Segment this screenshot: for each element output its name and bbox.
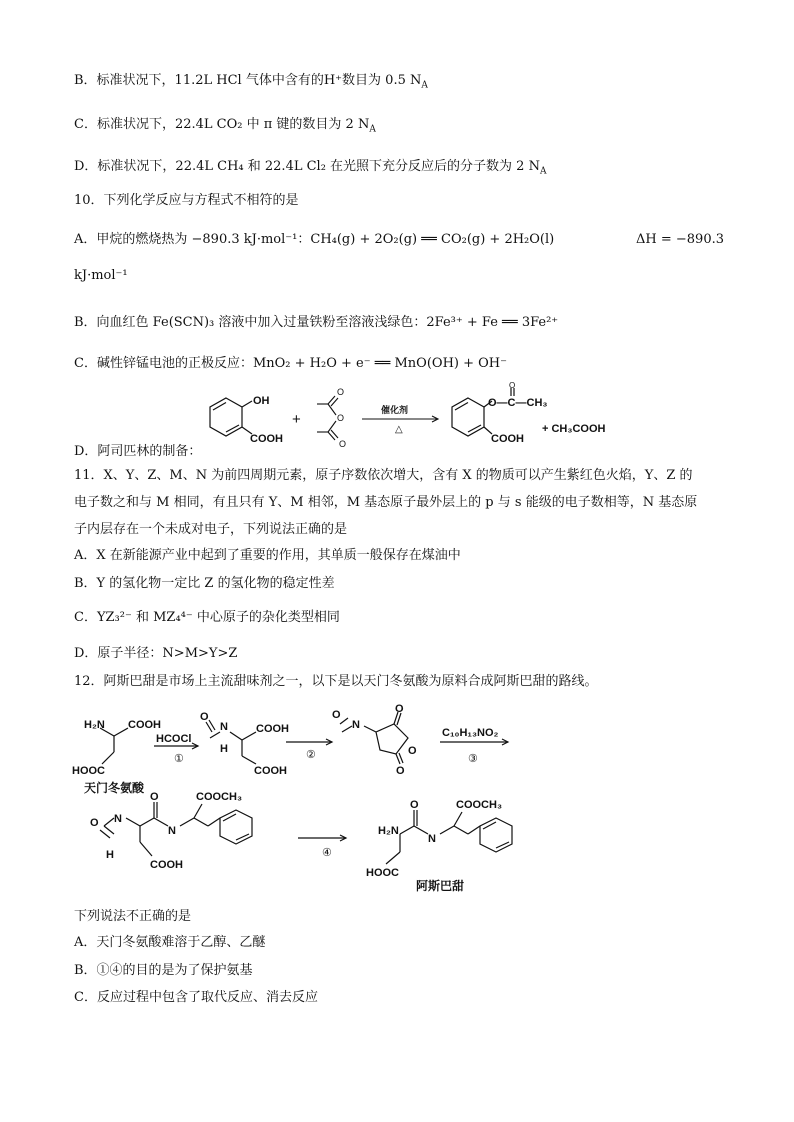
- formyl-aspartic-acid-structure: [206, 720, 256, 764]
- q9-option-b: [74, 72, 428, 95]
- anhydride-o-formyl: O: [332, 709, 341, 721]
- formyl-cooh-label: COOH: [256, 723, 289, 735]
- aspartame-ester-label: COOCH₃: [456, 799, 503, 811]
- step4-label: ④: [322, 847, 332, 859]
- salicylic-acid-structure: [210, 398, 252, 436]
- q10-option-d: D．阿司匹林的制备：: [74, 444, 202, 459]
- protected-amide-n: N: [168, 825, 176, 837]
- q10-option-b: B．向血红色 Fe(SCN)₃ 溶液中加入过量铁粉至溶液浅绿色：2Fe³⁺ + Fe ══ 3Fe²⁺: [74, 315, 559, 330]
- aspartic-acid-structure: [100, 728, 128, 764]
- q10-option-a: A．甲烷的燃烧热为 −890.3 kJ·mol⁻¹：CH₄(g) + 2O₂(g) ══ CO₂(g) + 2H₂O(l): [74, 232, 555, 247]
- formyl-n-label: N: [220, 721, 228, 733]
- formyl-aspartic-anhydride-structure: [340, 712, 408, 764]
- q10-option-a-delta-h: ΔH = −890.3: [636, 232, 724, 247]
- q10-option-c: C．碱性锌锰电池的正极反应：MnO₂ + H₂O + e⁻ ══ MnO(OH) + OH⁻: [74, 356, 507, 371]
- salicylic-oh-label: OH: [253, 395, 270, 407]
- protected-carbonyl-o: O: [150, 791, 159, 803]
- formyl-cooh-2-label: COOH: [254, 765, 287, 777]
- aspartic-h2n-label: H₂N: [84, 719, 105, 731]
- protected-n-label: N: [114, 813, 122, 825]
- aspartame-hooc-label: HOOC: [366, 867, 399, 879]
- heat-label: △: [395, 424, 403, 435]
- anhydride-o-bridge: O: [337, 413, 345, 423]
- aspartame-amide-n: N: [428, 833, 436, 845]
- q11-stem-line-1: 11．X、Y、Z、M、N 为前四周期元素，原子序数依次增大，含有 X 的物质可以产生紫红色火焰，Y、Z 的: [74, 468, 693, 483]
- step1-label: ①: [174, 753, 184, 765]
- acetic-anhydride-structure: [317, 396, 338, 440]
- aspartame-name: 阿斯巴甜: [416, 879, 465, 893]
- acetic-acid-label: + CH₃COOH: [542, 423, 606, 435]
- q9-option-d: [74, 158, 546, 181]
- aspartame-h2n-label: H₂N: [378, 825, 399, 837]
- q11-option-c: C．YZ₃²⁻ 和 MZ₄⁴⁻ 中心原子的杂化类型相同: [74, 610, 340, 625]
- anhydride-o-bottom: O: [396, 765, 405, 777]
- q9-option-c-sub: A: [369, 124, 376, 135]
- anhydride-n-label: N: [352, 719, 360, 731]
- aspirin-ester-label: O—C—CH₃: [488, 397, 548, 409]
- catalyst-label: 催化剂: [381, 405, 409, 415]
- q10-option-a-unit: kJ·mol⁻¹: [74, 268, 128, 283]
- protected-cooh-label: COOH: [150, 859, 183, 871]
- anhydride-o-bottom: O: [339, 439, 347, 449]
- aspartame-structure: [386, 810, 512, 864]
- aspartame-carbonyl-o: O: [410, 799, 419, 811]
- anhydride-o-top: O: [395, 703, 404, 715]
- q9-option-c-text: C．标准状况下，22.4L CO₂ 中 π 键的数目为 2 N: [74, 117, 370, 132]
- protected-o-label: O: [90, 817, 99, 829]
- protected-ester-label: COOCH₃: [196, 791, 243, 803]
- q12-stem: 12．阿斯巴甜是市场上主流甜味剂之一，以下是以天门冬氨酸为原料合成阿斯巴甜的路线。: [74, 674, 598, 689]
- q11-stem-line-3: 子内层存在一个未成对电子，下列说法正确的是: [74, 522, 348, 537]
- q11-option-d: D．原子半径：N>M>Y>Z: [74, 646, 238, 661]
- q10-stem: 10．下列化学反应与方程式不相符的是: [74, 193, 299, 208]
- aspirin-carbonyl-o: O: [509, 382, 516, 390]
- anhydride-o-ring: O: [408, 745, 417, 757]
- q11-option-b: B．Y 的氢化物一定比 Z 的氢化物的稳定性差: [74, 576, 335, 591]
- aspartic-hooc-label: HOOC: [72, 765, 105, 777]
- aspartic-acid-name: 天门冬氨酸: [84, 781, 145, 795]
- q12-option-c: C．反应过程中包含了取代反应、消去反应: [74, 990, 318, 1005]
- step3-label: ③: [468, 753, 478, 765]
- anhydride-o-top: O: [337, 387, 345, 397]
- formyl-h-label: H: [220, 743, 228, 755]
- protected-h-label: H: [106, 849, 114, 861]
- aspirin-synthesis-scheme: [200, 382, 620, 458]
- q9-option-b-text: B．标准状况下，11.2L HCl 气体中含有的H⁺数目为 0.5 N: [74, 73, 422, 88]
- q9-option-d-text: D．标准状况下，22.4L CH₄ 和 22.4L Cl₂ 在光照下充分反应后的分子数为 2 N: [74, 159, 540, 174]
- q11-stem-line-2: 电子数之和与 M 相同，有且只有 Y、M 相邻，M 基态原子最外层上的 p 与 s 能级的电子数相等，N 基态原: [74, 495, 698, 510]
- aspartame-synthesis-scheme: [70, 702, 530, 898]
- salicylic-cooh-label: COOH: [250, 433, 283, 445]
- q9-option-d-sub: A: [539, 166, 547, 177]
- formyl-o-label: O: [200, 711, 209, 723]
- step2-label: ②: [306, 749, 316, 761]
- aspirin-structure: [452, 388, 514, 436]
- step3-reagent: C₁₀H₁₃NO₂: [442, 727, 499, 739]
- protected-aspartame-structure: [100, 802, 252, 856]
- q12-lead: 下列说法不正确的是: [74, 909, 192, 924]
- q11-option-a: A．X 在新能源产业中起到了重要的作用，其单质一般保存在煤油中: [74, 548, 461, 563]
- q9-option-c: [74, 116, 376, 139]
- aspartic-cooh-label: COOH: [128, 719, 161, 731]
- q12-option-a: A．天门冬氨酸难溶于乙醇、乙醚: [74, 935, 266, 950]
- q9-option-b-sub: A: [421, 80, 428, 91]
- q12-option-b: B．①④的目的是为了保护氨基: [74, 963, 253, 978]
- plus-sign: +: [292, 411, 301, 428]
- hcocl-reagent: HCOCl: [156, 733, 192, 745]
- aspirin-cooh-label: COOH: [491, 433, 524, 445]
